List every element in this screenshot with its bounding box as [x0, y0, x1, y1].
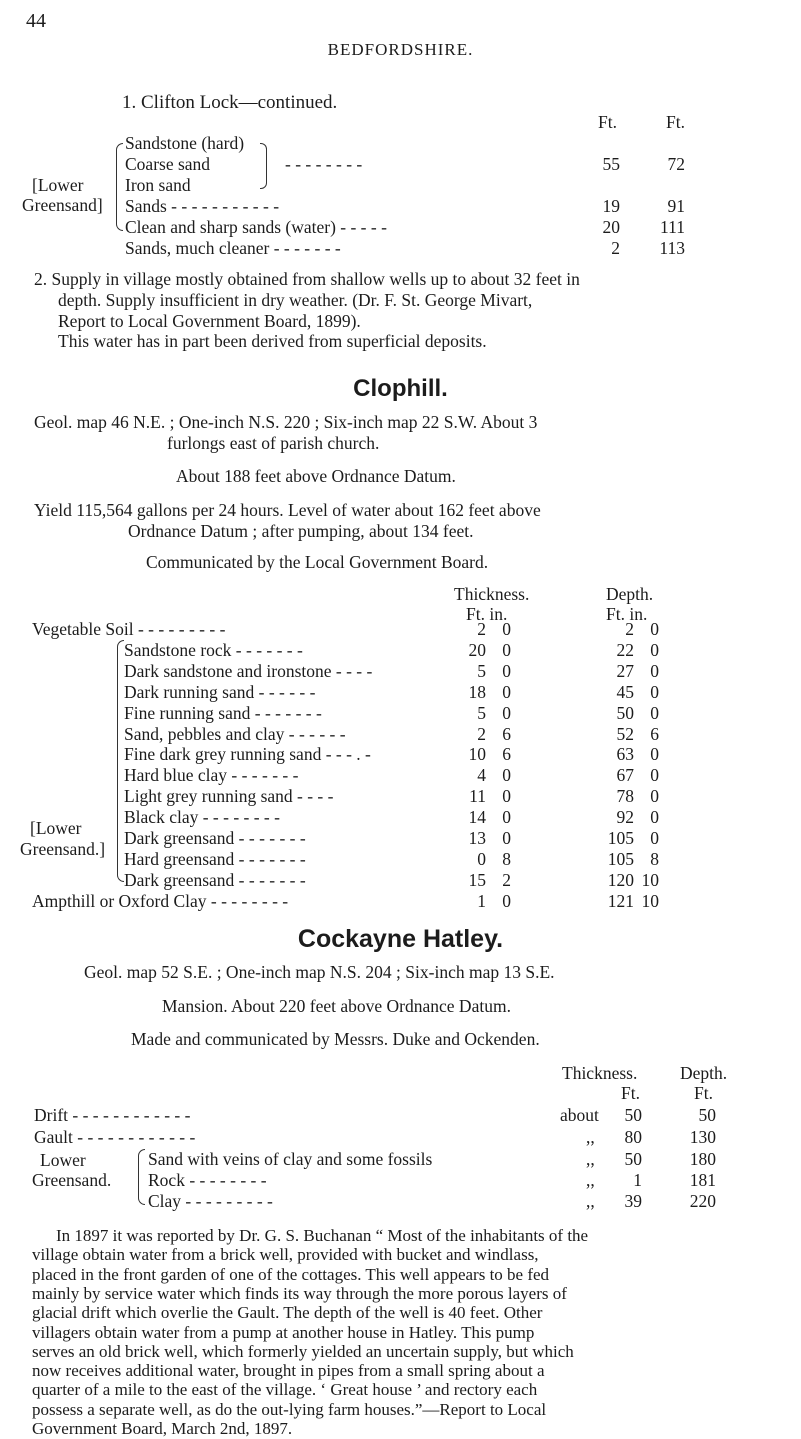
thickness-ft: 39 [624, 1191, 642, 1211]
depth-in: 6 [650, 723, 659, 744]
stratum-name: Clean and sharp sands (water) - - - - - [125, 217, 387, 237]
thickness-in: 0 [502, 639, 511, 660]
thickness-in: 0 [502, 702, 511, 723]
paragraph-line: mainly by service water which finds its way through the more porous layers of [32, 1283, 567, 1303]
stratum-name: Black clay - - - - - - - - [124, 807, 280, 828]
value-ft: 113 [659, 238, 685, 258]
paragraph-line: Government Board, March 2nd, 1897. [32, 1419, 293, 1438]
value-ft: 19 [602, 196, 620, 216]
depth-in: 10 [641, 869, 659, 890]
text-line: Geol. map 46 N.E. ; One-inch N.S. 220 ; Six-inch map 22 S.W. About 3 [34, 412, 538, 432]
thickness-ft: 15 [468, 869, 486, 890]
paragraph-line: serves an old brick well, which formerly yielded an uncertain supply, but which [32, 1341, 574, 1361]
col-header-units: Ft. [694, 1083, 713, 1103]
text-line: Yield 115,564 gallons per 24 hours. Level of water about 162 feet above [34, 500, 541, 520]
stratum-name: Sands - - - - - - - - - - - [125, 196, 280, 216]
thickness-in: 6 [502, 723, 511, 744]
stratum-name: Rock - - - - - - - - [148, 1170, 267, 1190]
thickness-ft: 20 [468, 639, 486, 660]
text-line: Communicated by the Local Government Board. [146, 552, 489, 572]
section-title-cockayne: Cockayne Hatley. [297, 925, 504, 953]
stratum-name: Dark greensand - - - - - - - [124, 828, 306, 848]
ditto-prefix: ,, [586, 1149, 595, 1169]
col-header: Thickness. [454, 584, 530, 604]
col-header-units: Ft. [621, 1083, 640, 1103]
thickness-in: 6 [502, 744, 511, 765]
leader-dashes: - - - - - - - - [285, 154, 363, 174]
depth-in: 10 [641, 890, 659, 911]
ditto-prefix: ,, [586, 1170, 595, 1190]
text-line: About 188 feet above Ordnance Datum. [176, 466, 456, 486]
col-header: Thickness. [562, 1063, 638, 1083]
depth-in: 0 [650, 619, 659, 639]
ditto-prefix: about [560, 1105, 599, 1125]
thickness-in: 0 [502, 619, 511, 639]
group-label: [Lower [30, 818, 82, 838]
paragraph-line: In 1897 it was reported by Dr. G. S. Buchanan “ Most of the inhabitants of the [56, 1226, 589, 1245]
thickness-ft: 1 [633, 1170, 642, 1190]
value-ft: 72 [667, 154, 685, 174]
depth-ft: 27 [616, 660, 634, 681]
depth-ft: 45 [616, 681, 634, 702]
stratum-name: Iron sand [125, 175, 191, 195]
depth-in: 0 [650, 702, 659, 723]
thickness-ft: 5 [477, 660, 486, 681]
thickness-in: 2 [502, 869, 511, 890]
value-ft: 20 [602, 217, 620, 237]
thickness-in: 8 [502, 848, 511, 869]
thickness-ft: 2 [477, 723, 486, 744]
text-line: depth. Supply insufficient in dry weather. (Dr. F. St. George Mivart, [58, 290, 533, 310]
thickness-in: 0 [502, 660, 511, 681]
thickness-ft: 5 [477, 702, 486, 723]
paragraph-line: glacial drift which overlie the Gault. The depth of the well is 40 feet. Other [32, 1303, 543, 1323]
stratum-name: Light grey running sand - - - - [124, 786, 334, 807]
depth-ft: 63 [616, 744, 634, 765]
brace [117, 640, 124, 882]
ditto-prefix: ,, [586, 1191, 595, 1211]
group-label: Greensand] [22, 195, 103, 215]
thickness-ft: 0 [477, 848, 486, 869]
depth-ft: 50 [698, 1105, 716, 1125]
depth-in: 0 [650, 639, 659, 660]
depth-ft: 52 [616, 723, 634, 744]
col-header: Depth. [606, 584, 654, 604]
stratum-name: Gault - - - - - - - - - - - - [34, 1127, 196, 1147]
page-number: 44 [26, 10, 46, 32]
depth-in: 0 [650, 765, 659, 786]
thickness-in: 0 [502, 765, 511, 786]
thickness-in: 0 [502, 890, 511, 911]
text-line: furlongs east of parish church. [167, 433, 380, 453]
depth-ft: 78 [616, 786, 634, 807]
thickness-ft: 11 [469, 786, 486, 807]
col-header-ft-2: Ft. [666, 112, 685, 132]
value-ft: 2 [611, 238, 620, 258]
col-header-units: Ft. in. [606, 604, 648, 624]
stratum-name: Sand, pebbles and clay - - - - - - [124, 723, 346, 744]
thickness-ft: 80 [624, 1127, 642, 1147]
depth-ft: 92 [616, 807, 634, 828]
col-header-ft-1: Ft. [598, 112, 617, 132]
depth-ft: 121 [607, 890, 634, 911]
depth-in: 0 [650, 828, 659, 848]
section-heading: 1. Clifton Lock—continued. [122, 92, 338, 113]
thickness-ft: 2 [477, 619, 486, 639]
depth-ft: 180 [689, 1149, 716, 1169]
depth-in: 0 [650, 681, 659, 702]
stratum-name: Fine running sand - - - - - - - [124, 702, 322, 723]
depth-in: 0 [650, 807, 659, 828]
depth-ft: 130 [689, 1127, 716, 1147]
depth-ft: 50 [616, 702, 634, 723]
stratum-name: Sand with veins of clay and some fossils [148, 1149, 433, 1169]
stratum-name: Clay - - - - - - - - - [148, 1191, 273, 1211]
depth-ft: 220 [689, 1191, 716, 1211]
depth-ft: 2 [625, 619, 634, 639]
thickness-in: 0 [502, 681, 511, 702]
thickness-ft: 13 [468, 828, 486, 848]
text-line: Ordnance Datum ; after pumping, about 134 feet. [128, 521, 474, 541]
depth-ft: 181 [689, 1170, 716, 1190]
brace [260, 143, 267, 189]
depth-ft: 120 [607, 869, 634, 890]
thickness-in: 0 [502, 786, 511, 807]
thickness-ft: 50 [624, 1105, 642, 1125]
col-header-units: Ft. in. [466, 604, 508, 624]
thickness-ft: 10 [468, 744, 486, 765]
stratum-name: Sands, much cleaner - - - - - - - [125, 238, 341, 258]
text-line: Made and communicated by Messrs. Duke and Ockenden. [131, 1029, 540, 1049]
depth-in: 0 [650, 660, 659, 681]
stratum-name: Dark greensand - - - - - - - [124, 869, 306, 890]
running-head: BEDFORDSHIRE. [327, 40, 474, 59]
paragraph-line: village obtain water from a brick well, provided with bucket and windlass, [32, 1245, 539, 1265]
stratum-name: Sandstone rock - - - - - - - [124, 639, 303, 660]
stratum-name: Hard blue clay - - - - - - - [124, 765, 299, 786]
section-title-clophill: Clophill. [353, 375, 448, 402]
thickness-ft: 4 [477, 765, 486, 786]
paragraph-line: placed in the front garden of one of the cottages. This well appears to be fed [32, 1264, 550, 1284]
depth-ft: 22 [616, 639, 634, 660]
thickness-ft: 14 [468, 807, 486, 828]
text-line: Geol. map 52 S.E. ; One-inch map N.S. 204 ; Six-inch map 13 S.E. [84, 962, 555, 982]
stratum-name: Vegetable Soil - - - - - - - - - [32, 619, 226, 639]
col-header: Depth. [680, 1063, 728, 1083]
text-line: Mansion. About 220 feet above Ordnance Datum. [162, 996, 511, 1016]
value-ft: 91 [667, 196, 685, 216]
paragraph-line: villagers obtain water from a pump at another house in Hatley. This pump [32, 1322, 535, 1342]
thickness-in: 0 [502, 807, 511, 828]
text-line: This water has in part been derived from superficial deposits. [58, 331, 487, 351]
stratum-name: Ampthill or Oxford Clay - - - - - - - - [32, 890, 289, 911]
stratum-name: Sandstone (hard) [125, 133, 245, 153]
value-ft: 55 [602, 154, 620, 174]
thickness-ft: 50 [624, 1149, 642, 1169]
depth-in: 0 [650, 786, 659, 807]
stratum-name: Coarse sand [125, 154, 211, 174]
paragraph-line: quarter of a mile to the east of the village. ‘ Great house ’ and rectory each [32, 1380, 538, 1400]
thickness-in: 0 [502, 828, 511, 848]
thickness-ft: 1 [477, 890, 486, 911]
stratum-name: Drift - - - - - - - - - - - - [34, 1105, 191, 1125]
stratum-name: Fine dark grey running sand - - - . - [124, 744, 371, 765]
depth-in: 8 [650, 848, 659, 869]
group-label: Greensand. [32, 1170, 112, 1190]
depth-ft: 105 [607, 828, 634, 848]
stratum-name: Dark sandstone and ironstone - - - - [124, 660, 373, 681]
ditto-prefix: ,, [586, 1127, 595, 1147]
text-line: 2. Supply in village mostly obtained from shallow wells up to about 32 feet in [34, 269, 580, 289]
paragraph-line: possess a separate well, as do the out-lying farm houses.”—Report to Local [32, 1399, 547, 1419]
thickness-ft: 18 [468, 681, 486, 702]
value-ft: 111 [660, 217, 685, 237]
depth-in: 0 [650, 744, 659, 765]
group-label: Greensand.] [20, 839, 106, 859]
paragraph-line: now receives additional water, brought in pipes from a small spring about a [32, 1361, 545, 1381]
group-label: [Lower [32, 175, 84, 195]
brace [116, 143, 123, 231]
depth-ft: 105 [607, 848, 634, 869]
stratum-name: Dark running sand - - - - - - [124, 681, 316, 702]
brace [138, 1149, 145, 1205]
group-label: Lower [40, 1150, 86, 1170]
stratum-name: Hard greensand - - - - - - - [124, 848, 306, 869]
depth-ft: 67 [616, 765, 634, 786]
text-line: Report to Local Government Board, 1899). [58, 311, 361, 331]
